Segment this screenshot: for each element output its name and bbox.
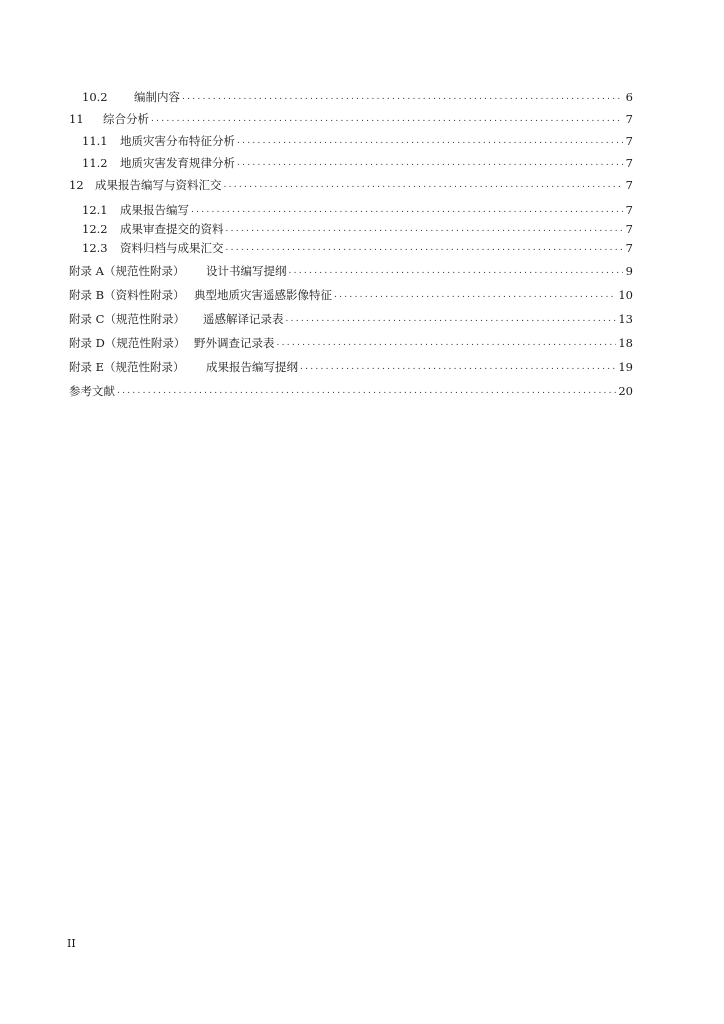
toc-entry-number: 12 (69, 178, 84, 192)
toc-entry-page: 18 (618, 336, 633, 350)
toc-entry-number: 附录 C（规范性附录） (69, 312, 185, 326)
toc-entry-title: 地质灾害发育规律分析 (120, 156, 235, 170)
toc-dot-leader (237, 130, 623, 152)
toc-dot-leader (224, 174, 624, 196)
toc-entry-page: 7 (625, 112, 633, 126)
toc-entry[interactable] (69, 174, 633, 196)
toc-entry-title: 设计书编写提纲 (206, 264, 287, 278)
toc-entry-page: 20 (618, 384, 633, 398)
toc-entry-title: 遥感解译记录表 (203, 312, 284, 326)
toc-dot-leader (117, 380, 616, 402)
toc-entry-number: 附录 B（资料性附录） (69, 288, 185, 302)
toc-entry[interactable] (69, 237, 633, 259)
toc-entry-number: 12.3 (82, 241, 108, 255)
toc-entry[interactable] (69, 356, 633, 378)
toc-entry-page: 9 (625, 264, 633, 278)
toc-entry-title: 地质灾害分布特征分析 (120, 134, 235, 148)
toc-entry-page: 19 (618, 360, 633, 374)
toc-entry[interactable] (69, 308, 633, 330)
page-number: II (67, 937, 76, 950)
toc-entry[interactable] (69, 380, 633, 402)
toc-entry-number: 附录 E（规范性附录） (69, 360, 185, 374)
toc-entry-title: 典型地质灾害遥感影像特征 (194, 288, 332, 302)
toc-entry[interactable] (69, 284, 633, 306)
toc-entry[interactable] (69, 152, 633, 174)
toc-entry-page: 7 (625, 241, 633, 255)
toc-entry-number: 11.2 (82, 156, 108, 170)
toc-entry-title: 编制内容 (134, 90, 180, 104)
toc-entry[interactable] (69, 332, 633, 354)
toc-entry-page: 7 (625, 134, 633, 148)
toc-dot-leader (237, 152, 623, 174)
toc-dot-leader (334, 284, 616, 306)
toc-entry[interactable] (69, 260, 633, 282)
toc-dot-leader (286, 308, 617, 330)
toc-entry-title: 成果报告编写提纲 (206, 360, 298, 374)
toc-entry-page: 13 (618, 312, 633, 326)
toc-entry-number: 10.2 (82, 90, 108, 104)
toc-entry-number: 附录 D（规范性附录） (69, 336, 186, 350)
toc-dot-leader (300, 356, 616, 378)
toc-entry-title: 成果报告编写 (120, 203, 189, 217)
toc-entry-page: 7 (625, 203, 633, 217)
toc-entry[interactable] (69, 108, 633, 130)
toc-entry-title: 综合分析 (103, 112, 149, 126)
toc-dot-leader (289, 260, 624, 282)
toc-entry-page: 10 (618, 288, 633, 302)
toc-dot-leader (182, 86, 623, 108)
toc-entry-page: 7 (625, 222, 633, 236)
toc-entry-page: 6 (625, 90, 633, 104)
toc-entry-title: 野外调查记录表 (194, 336, 275, 350)
toc-entry-number: 11 (69, 112, 84, 126)
toc-entry-page: 7 (625, 178, 633, 192)
toc-entry-title: 成果报告编写与资料汇交 (95, 178, 222, 192)
toc-entry[interactable] (69, 130, 633, 152)
toc-entry[interactable] (69, 86, 633, 108)
toc-dot-leader (226, 237, 624, 259)
toc-dot-leader (277, 332, 617, 354)
toc-entry-number: 12.2 (82, 222, 108, 236)
toc-entry-number: 12.1 (82, 203, 108, 217)
toc-dot-leader (151, 108, 623, 130)
toc-entry-number: 11.1 (82, 134, 108, 148)
toc-entry-number: 附录 A（规范性附录） (69, 264, 185, 278)
toc-entry-title: 参考文献 (69, 384, 115, 398)
toc-entry-page: 7 (625, 156, 633, 170)
toc-entry-title: 成果审查提交的资料 (120, 222, 224, 236)
toc-entry-title: 资料归档与成果汇交 (120, 241, 224, 255)
